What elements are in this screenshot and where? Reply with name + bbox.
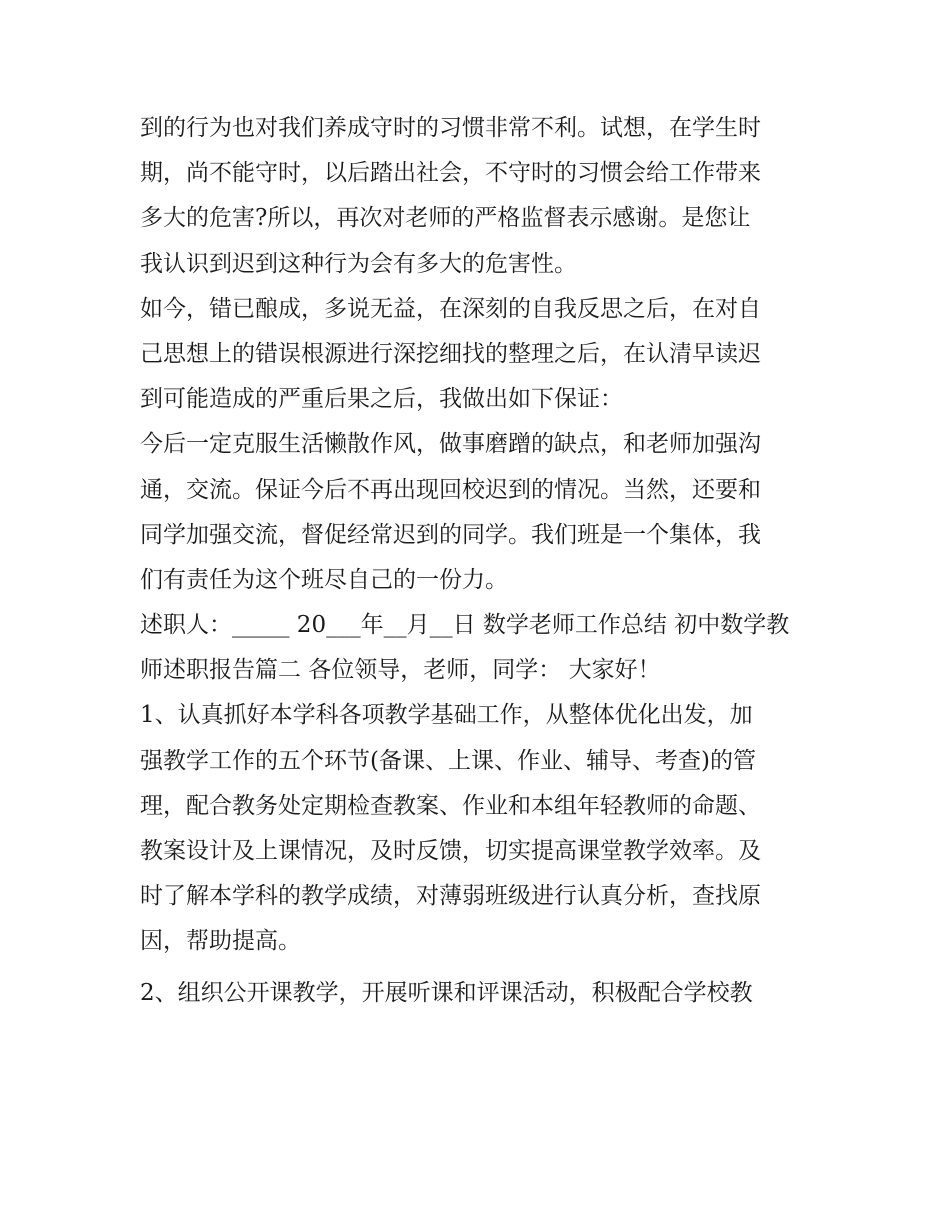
text-line: 1、认真抓好本学科各项教学基础工作，从整体优化出发，加: [140, 702, 753, 729]
text-line: 通，交流。保证今后不再出现回校迟到的情况。当然，还要和: [140, 476, 761, 503]
text-line: 2、组织公开课教学，开展听课和评课活动，积极配合学校教: [140, 979, 753, 1006]
text-line: 到的行为也对我们养成守时的习惯非常不利。试想，在学生时: [140, 115, 761, 141]
text-line: 期，尚不能守时，以后踏出社会，不守时的习惯会给工作带来: [140, 160, 761, 187]
text-line: 教案设计及上课情况，及时反馈，切实提高课堂教学效率。及: [140, 838, 761, 864]
text-line: 强教学工作的五个环节(备课、上课、作业、辅导、考查)的管: [140, 747, 756, 774]
text-line: 们有责任为这个班尽自己的一份力。: [140, 566, 508, 593]
text-line: 因，帮助提高。: [140, 928, 301, 955]
body-text: [140, 106, 820, 1016]
text-line: 述职人：_____ 20___年__月__日 数学老师工作总结 初中数学教: [140, 612, 790, 639]
text-line: 师述职报告篇二 各位领导，老师，同学： 大家好！: [140, 657, 661, 684]
text-line: 同学加强交流，督促经常迟到的同学。我们班是一个集体，我: [140, 521, 761, 548]
text-line: 如今，错已酿成，多说无益，在深刻的自我反思之后，在对自: [140, 295, 761, 322]
text-line: 到可能造成的严重后果之后，我做出如下保证：: [140, 386, 623, 413]
text-line: 己思想上的错误根源进行深挖细找的整理之后，在认清早读迟: [140, 340, 761, 367]
text-line: 今后一定克服生活懒散作风，做事磨蹭的缺点，和老师加强沟: [140, 431, 761, 458]
text-line: 时了解本学科的教学成绩，对薄弱班级进行认真分析，查找原: [140, 883, 761, 910]
text-line: 多大的危害?所以，再次对老师的严格监督表示感谢。是您让: [140, 205, 751, 232]
text-line: 理，配合教务处定期检查教案、作业和本组年轻教师的命题、: [140, 792, 761, 819]
text-line: 我认识到迟到这种行为会有多大的危害性。: [140, 250, 577, 277]
